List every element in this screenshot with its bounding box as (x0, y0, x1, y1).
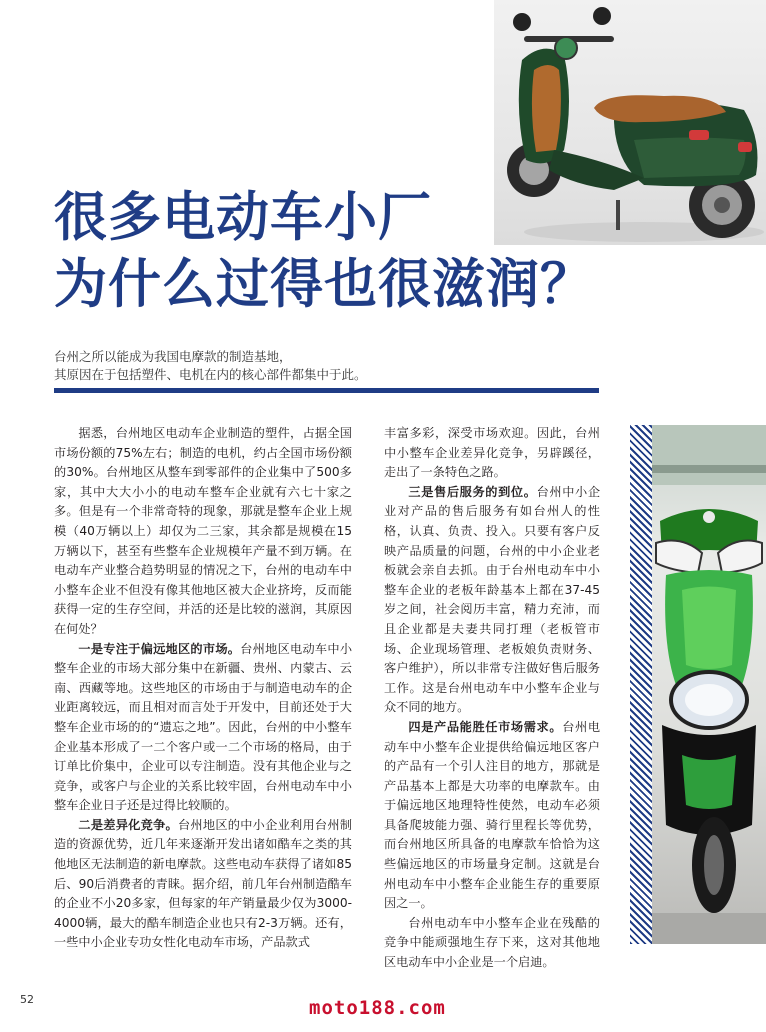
article-title (54, 184, 654, 318)
paragraph-point-4 (384, 718, 600, 914)
point-2-body: 台州地区的中小企业利用台州制造的资源优势，近几年来逐渐开发出诸如酷车之类的其他地区无法制造的新电摩款。这些电动车获得了诸如85后、90后消费者的青睐。据介绍，前几年台州制造酷车的企业不小20多家，但每家的年产销量最少仅为3000-4000辆，最大的酷车制造企业也只有2-3万辆。还有，一些中小企业专功女性化电动车市场，产品款式 (54, 817, 353, 950)
title-divider (54, 388, 599, 393)
paragraph-conclusion: 台州电动车中小整车企业在残酷的竞争中能顽强地生存下来，这对其他地区电动车中小企业是一个启迪。 (384, 915, 600, 970)
paragraph-point-1 (54, 640, 352, 816)
point-1-head-text: 台州地区电动车中小整车企业的市场大部分集中在新疆、贵州、内蒙古、云南、西藏等地。 (54, 641, 353, 695)
paragraph-point-2 (54, 816, 352, 953)
decorative-hatch-strip (630, 425, 652, 944)
title-line-2: 为什么过得也很滋润？ (54, 253, 594, 315)
green-scooter-illustration (652, 425, 766, 944)
site-watermark: moto188.com (309, 997, 446, 1019)
point-1-heading: 一是专注于偏远地区的市场。 (78, 641, 241, 656)
subtitle-line-1: 台州之所以能成为我国电摩款的制造基地， (54, 349, 292, 364)
title-line-1: 很多电动车小厂 (54, 186, 432, 248)
point-1-body: 这些地区的市场由于与制造电动车的企业距离较远，而且相对而言处于开发中，目前还处于大整车企业市场的的“遗忘之地”。因此，台州的中小整车企业基本形成了一二个客户或一二个市场的格局，由于订单比价集中，企业可以专注制造。没有其他企业与之竞争，或客户与企业的关系比较牢固，台州电动车中小整车企业日子还是过得比较顺的。 (54, 680, 353, 813)
point-4-body: 台州电动车中小整车企业提供给偏远地区客户的产品有一个引人注目的地方，那就是产品基本上都是大功率的电摩款车。由于偏远地区地理特性使然，电动车必须具备爬坡能力强、骑行里程长等优势，而台州地区所具备的电摩款车恰恰为这些偏远地区的市场量身定制。这就是台州电动车中小整车企业能生存的重要原因之一。 (384, 719, 601, 911)
scooter-photo-right (652, 425, 766, 944)
article-subtitle (54, 348, 614, 384)
paragraph-intro: 据悉，台州地区电动车企业制造的塑件，占据全国市场份额的75%左右；制造的电机，约占全国市场份额的30%。台州地区从整车到零部件的企业集中了500多家，其中大大小小的电动车整车企业就有六七十家之多。但是有一个非常奇特的现象，那就是整车企业上规模（40万辆以上）却仅为二三家，其余都是规模在15万辆以下，甚至有些整车企业规模年产量不到万辆。在电动车产业整合趋势明显的情况之下，台州的电动车中小整车企业不但没有像其他地区被大企业挤垮，反而能获得一定的生存空间，并活的还是比较的滋润，其原因在何处？ (54, 426, 352, 636)
point-3-heading: 三是售后服务的到位。 (408, 484, 537, 499)
point-2-heading: 二是差异化竞争。 (78, 817, 178, 832)
left-text-column (54, 424, 352, 953)
page-number: 52 (20, 993, 34, 1006)
paragraph-point-3 (384, 483, 600, 718)
right-text-column (384, 424, 600, 973)
paragraph-point-2-continued: 丰富多彩，深受市场欢迎。因此，台州中小整车企业差异化竞争，另辟蹊径，走出了一条特色之路。 (384, 426, 600, 480)
subtitle-line-2: 其原因在于包括塑件、电机在内的核心部件都集中于此。 (54, 367, 367, 382)
point-3-body: 台州中小企业对产品的售后服务有如台州人的性格，认真、负责、投入。只要有客户反映产品质量的问题，台州的中小企业老板就会亲自去抓。由于台州电动车中小整车企业的老板年龄基本上都在37-45岁之间，社会阅历丰富，精力充沛，而且企业都是夫妻共同打理（老板管市场、企业现场管理、老板娘负责财务、客户维护），所以非常专注做好售后服务工作。这是台州电动车中小整车企业与众不同的地方。 (384, 484, 601, 715)
point-4-heading: 四是产品能胜任市场需求。 (408, 719, 563, 734)
